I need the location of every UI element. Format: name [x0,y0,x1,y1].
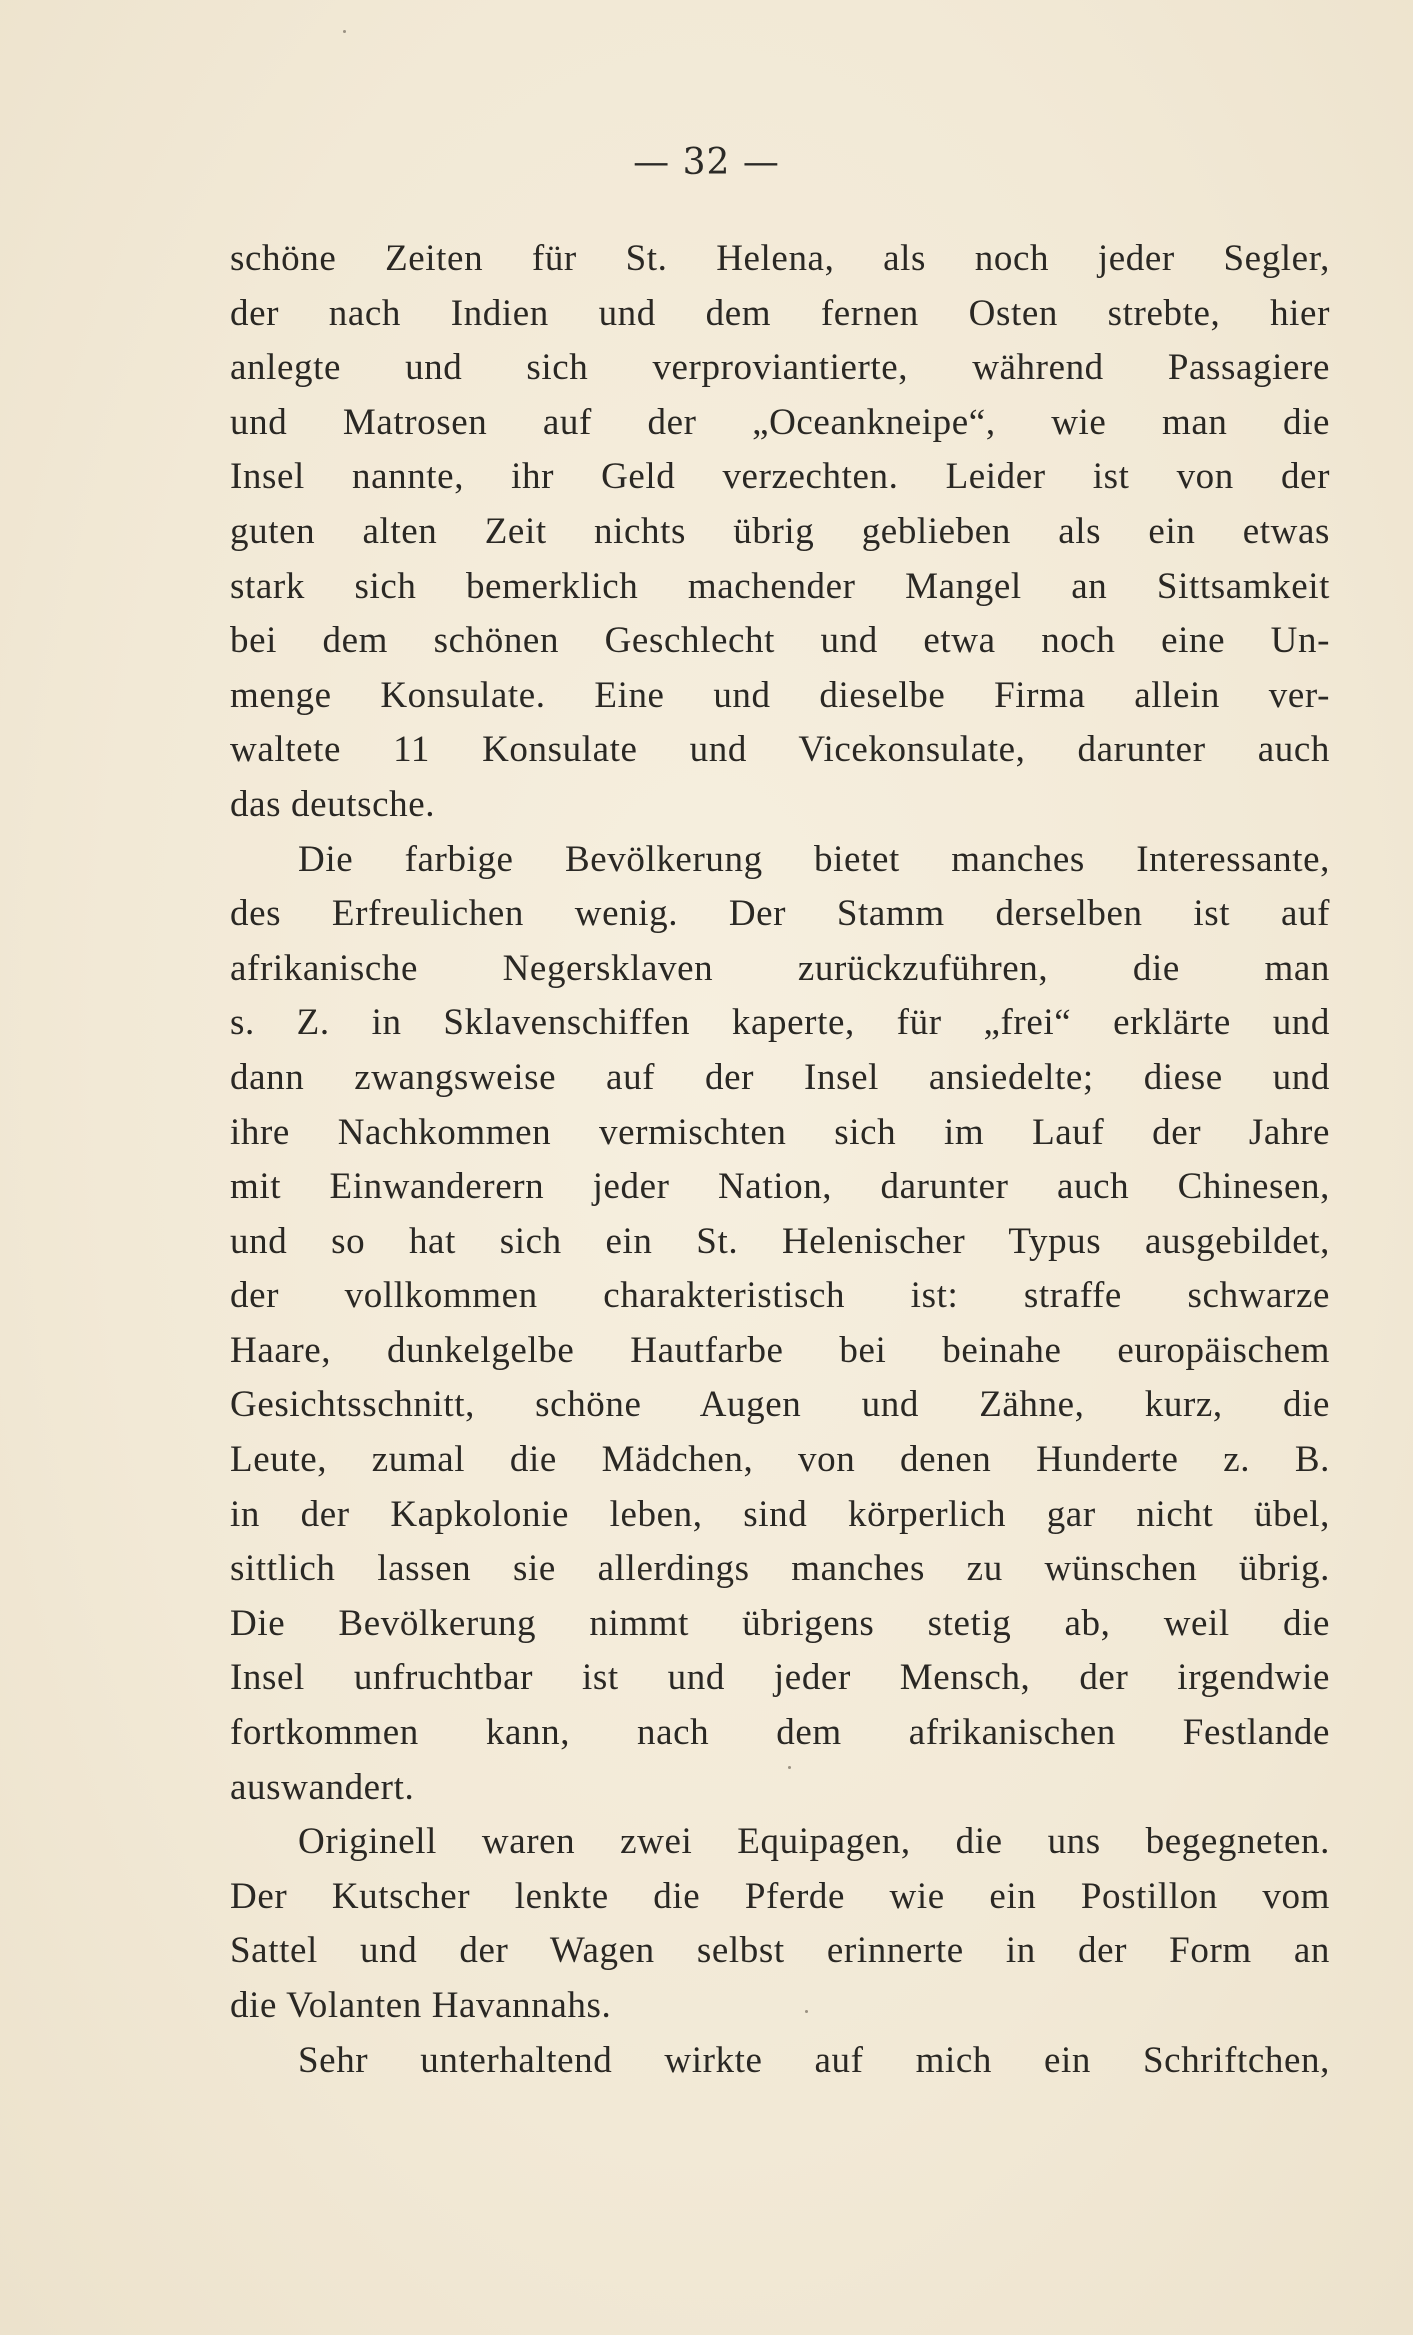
text-line: mit Einwanderern jeder Nation, darunter auch Chinesen, [230,1166,1330,1208]
text-line: Gesichtsschnitt, schöne Augen und Zähne, kurz, die [230,1384,1330,1426]
text-line: Insel nannte, ihr Geld verzechten. Leider ist von der [230,456,1330,498]
text-line: menge Konsulate. Eine und dieselbe Firma allein ver- [230,674,1330,716]
text-line: das deutsche. [230,783,436,825]
text-line: afrikanische Negersklaven zurückzuführen, die man [230,947,1330,989]
text-line: anlegte und sich verproviantierte, während Passagiere [230,347,1330,389]
text-line: fortkommen kann, nach dem afrikanischen Festlande [230,1712,1330,1754]
text-line: des Erfreulichen wenig. Der Stamm derselben ist auf [230,893,1330,935]
text-line: Originell waren zwei Equipagen, die uns begegneten. [298,1821,1330,1863]
text-line: Sehr unterhaltend wirkte auf mich ein Schriftchen, [298,2039,1330,2081]
text-line: stark sich bemerklich machender Mangel an Sittsamkeit [230,565,1330,607]
text-line: der vollkommen charakteristisch ist: straffe schwarze [230,1275,1330,1317]
text-line: Sattel und der Wagen selbst erinnerte in der Form an [230,1930,1330,1972]
page-number: — 32 — [633,142,780,183]
text-line: Die farbige Bevölkerung bietet manches Interessante, [298,838,1330,880]
text-line: schöne Zeiten für St. Helena, als noch jeder Segler, [230,238,1330,279]
body-text [230,232,1330,2088]
paper-speck [343,30,346,33]
text-line: und Matrosen auf der „Oceankneipe“, wie man die [230,401,1330,443]
text-line: Der Kutscher lenkte die Pferde wie ein Postillon vom [230,1875,1330,1917]
text-line: die Volanten Havannahs. [230,1985,612,2026]
text-line: guten alten Zeit nichts übrig geblieben als ein etwas [230,510,1330,552]
text-line: der nach Indien und dem fernen Osten strebte, hier [230,292,1330,334]
text-line: sittlich lassen sie allerdings manches zu wünschen übrig. [230,1548,1330,1590]
text-line: auswandert. [230,1766,415,1808]
text-line: Haare, dunkelgelbe Hautfarbe bei beinahe europäischem [230,1329,1330,1371]
text-line: bei dem schönen Geschlecht und etwa noch eine Un- [230,620,1330,662]
text-line: und so hat sich ein St. Helenischer Typus ausgebildet, [230,1220,1330,1262]
text-line: in der Kapkolonie leben, sind körperlich gar nicht übel, [230,1493,1330,1535]
text-line: Die Bevölkerung nimmt übrigens stetig ab, weil die [230,1602,1330,1644]
text-line: Insel unfruchtbar ist und jeder Mensch, der irgendwie [230,1657,1330,1699]
text-line: waltete 11 Konsulate und Vicekonsulate, darunter auch [230,729,1330,771]
text-line: s. Z. in Sklavenschiffen kaperte, für „frei“ erklärte und [230,1002,1330,1044]
text-line: ihre Nachkommen vermischten sich im Lauf der Jahre [230,1111,1330,1153]
text-line: Leute, zumal die Mädchen, von denen Hunderte z. B. [230,1439,1330,1481]
text-line: dann zwangsweise auf der Insel ansiedelte; diese und [230,1056,1330,1098]
